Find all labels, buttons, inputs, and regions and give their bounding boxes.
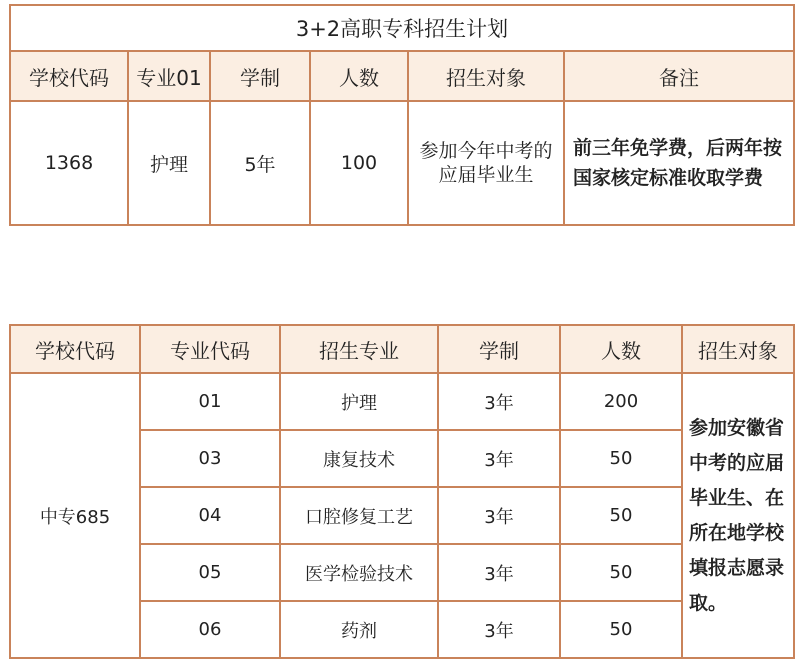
- cell-duration: 3年: [438, 373, 560, 430]
- cell-duration: 3年: [438, 601, 560, 658]
- cell-target: 参加今年中考的应届毕业生: [408, 101, 564, 225]
- header-major: 招生专业: [280, 325, 438, 373]
- cell-count: 50: [560, 487, 682, 544]
- cell-count: 50: [560, 601, 682, 658]
- header-major: 专业01: [128, 51, 210, 101]
- cell-school-code: 中专685: [10, 373, 140, 658]
- header-note: 备注: [564, 51, 794, 101]
- cell-count: 50: [560, 430, 682, 487]
- cell-count: 200: [560, 373, 682, 430]
- header-count: 人数: [310, 51, 408, 101]
- cell-school-code: 1368: [10, 101, 128, 225]
- header-school-code: 学校代码: [10, 51, 128, 101]
- cell-target: 参加安徽省中考的应届毕业生、在所在地学校填报志愿录取。: [682, 373, 794, 658]
- header-duration: 学制: [210, 51, 310, 101]
- header-major-code: 专业代码: [140, 325, 280, 373]
- cell-major-code: 04: [140, 487, 280, 544]
- cell-major-code: 01: [140, 373, 280, 430]
- cell-major: 康复技术: [280, 430, 438, 487]
- cell-major: 药剂: [280, 601, 438, 658]
- cell-note: 前三年免学费，后两年按国家核定标准收取学费: [564, 101, 794, 225]
- plan-table-3plus2: [9, 4, 795, 226]
- cell-duration: 3年: [438, 487, 560, 544]
- header-duration: 学制: [438, 325, 560, 373]
- cell-major: 口腔修复工艺: [280, 487, 438, 544]
- cell-major-code: 05: [140, 544, 280, 601]
- table-row: [10, 373, 794, 430]
- header-school-code: 学校代码: [10, 325, 140, 373]
- header-target: 招生对象: [408, 51, 564, 101]
- table-title: 3+2高职专科招生计划: [10, 5, 794, 51]
- cell-duration: 3年: [438, 430, 560, 487]
- cell-major-code: 06: [140, 601, 280, 658]
- cell-major-code: 03: [140, 430, 280, 487]
- cell-major: 护理: [280, 373, 438, 430]
- header-count: 人数: [560, 325, 682, 373]
- cell-major: 护理: [128, 101, 210, 225]
- cell-count: 100: [310, 101, 408, 225]
- cell-duration: 5年: [210, 101, 310, 225]
- cell-major: 医学检验技术: [280, 544, 438, 601]
- table-row: [10, 101, 794, 225]
- cell-duration: 3年: [438, 544, 560, 601]
- header-target: 招生对象: [682, 325, 794, 373]
- cell-count: 50: [560, 544, 682, 601]
- plan-table-secondary: [9, 324, 795, 659]
